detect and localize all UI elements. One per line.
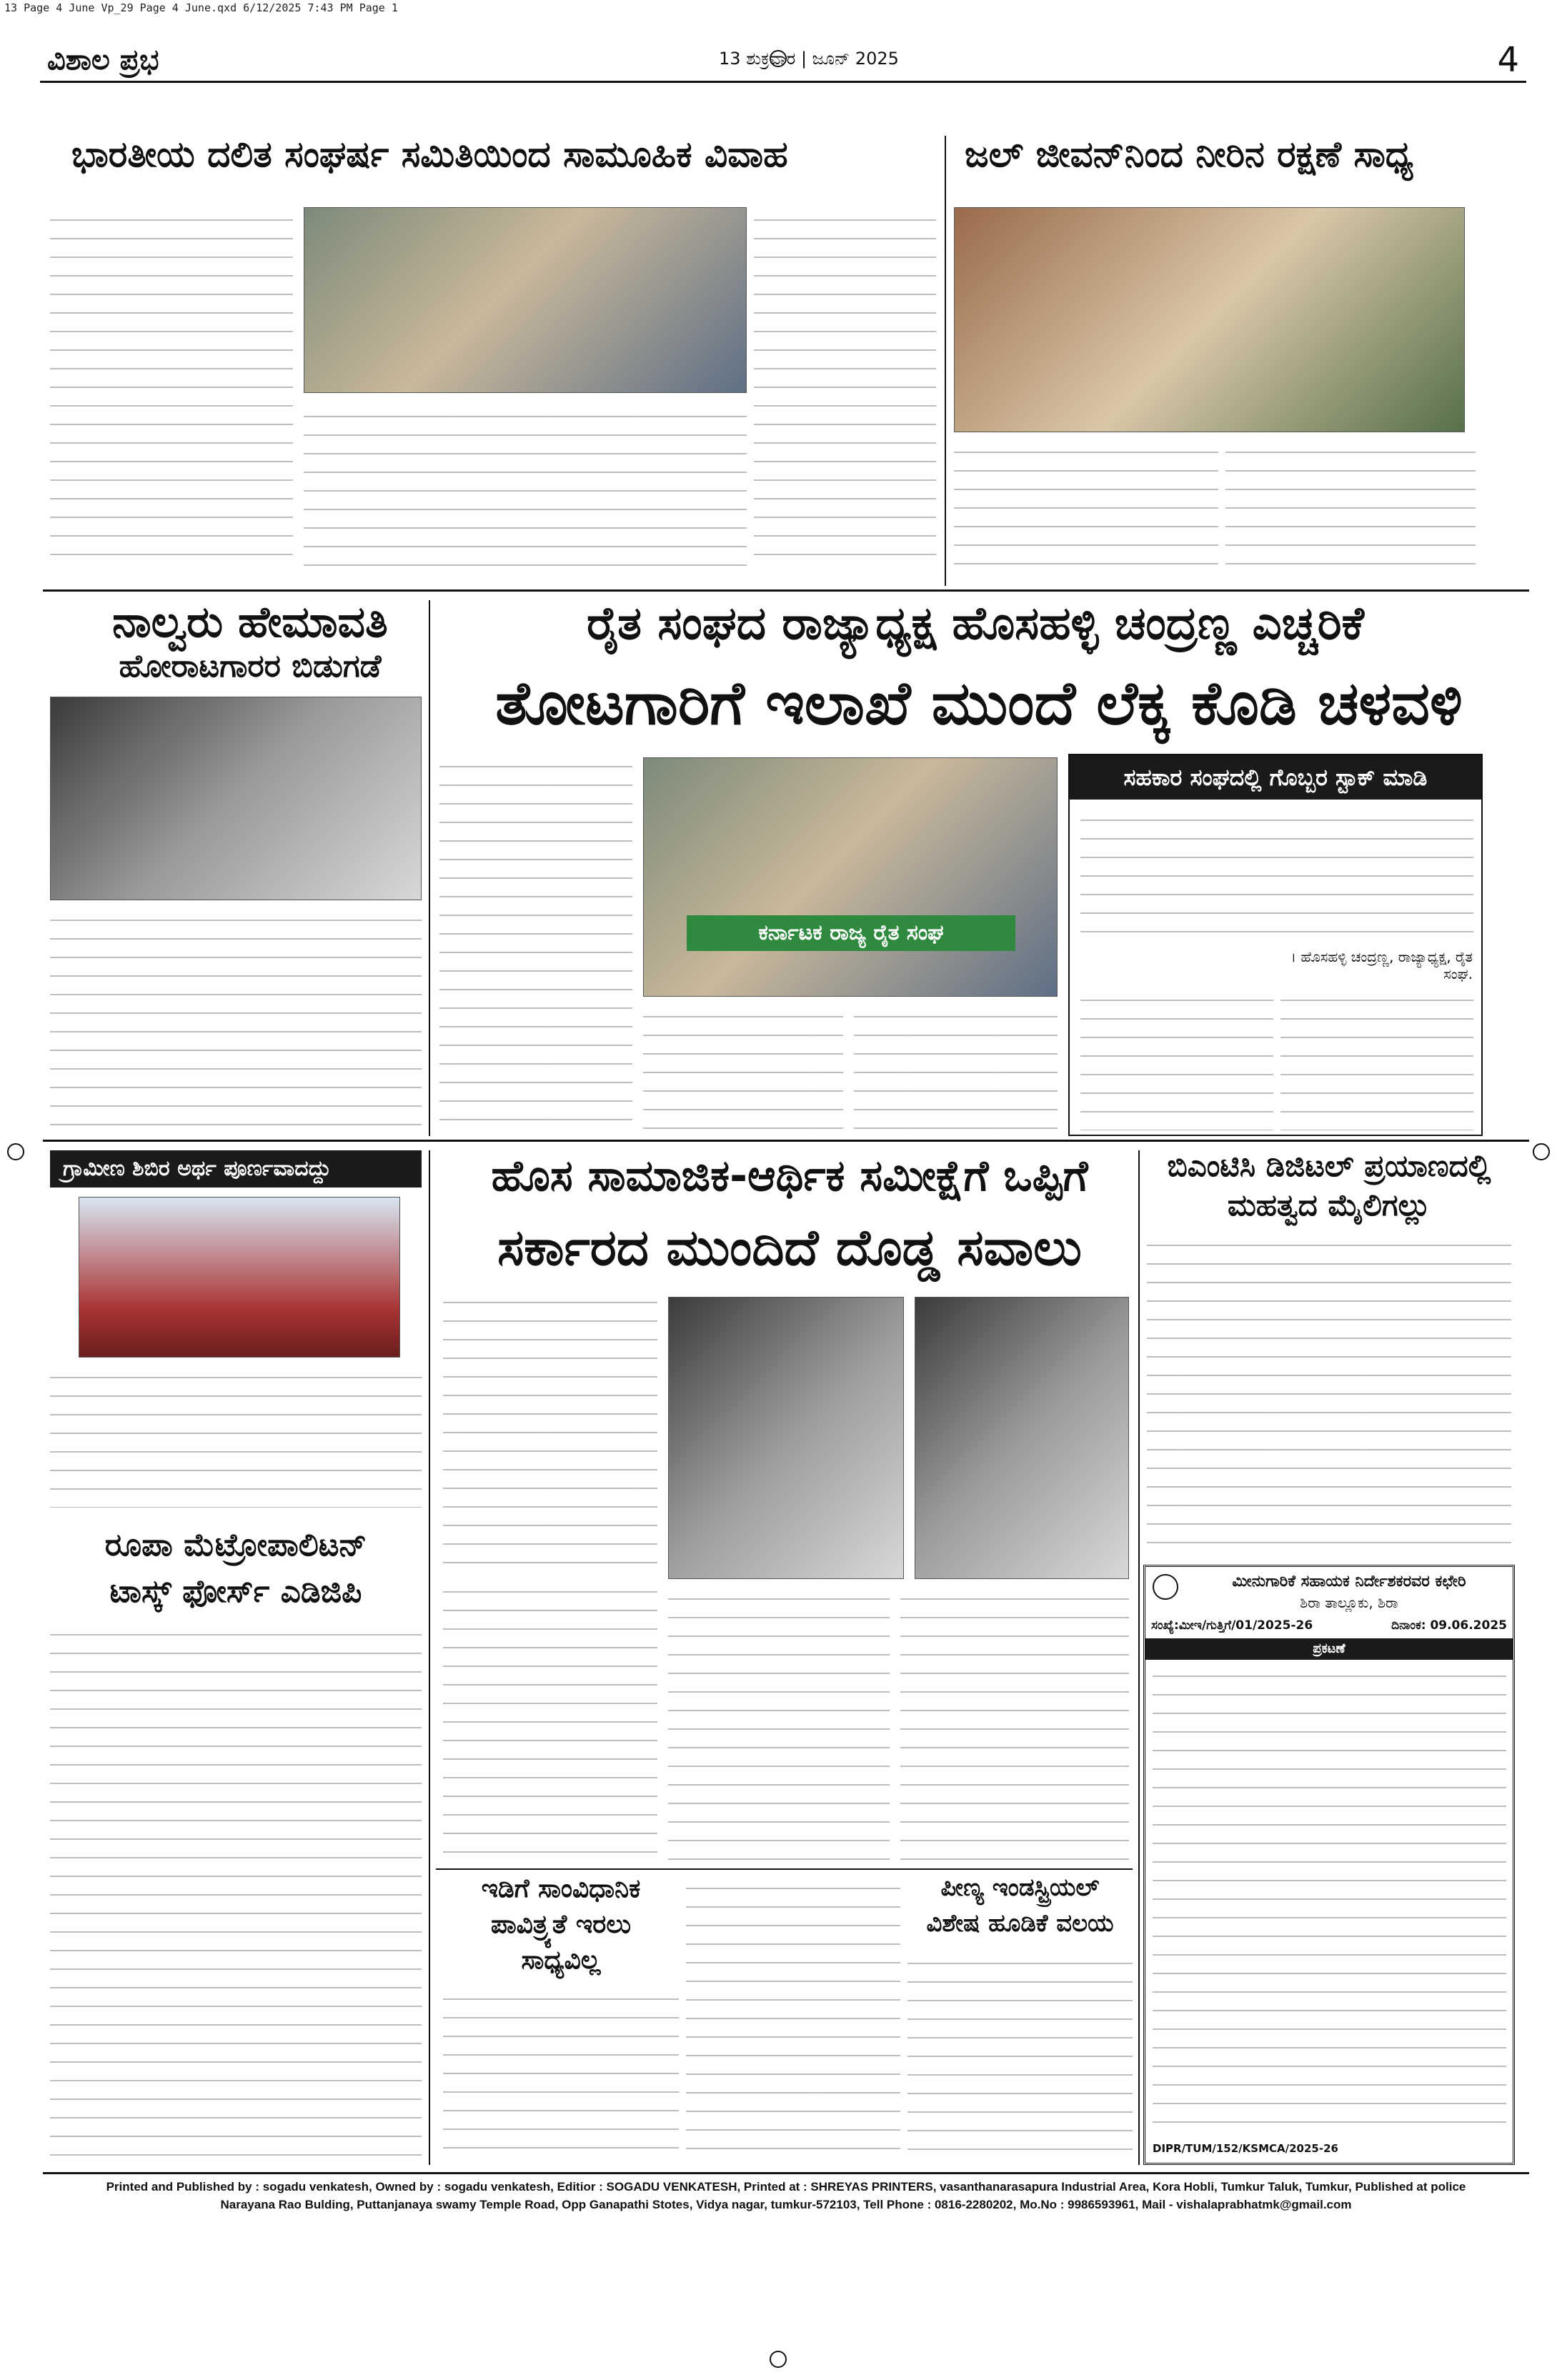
column-rule	[429, 600, 430, 1136]
photo-deputy-chief-minister	[915, 1297, 1129, 1579]
newspaper-name: ವಿಶಾಲ ಪ್ರಭ	[47, 43, 159, 76]
notice-date: ದಿನಾಂಕ: 09.06.2025	[1391, 1618, 1507, 1633]
headline-horticulture-protest: ತೋಟಗಾರಿಗೆ ಇಲಾಖೆ ಮುಂದೆ ಲೆಕ್ಕ ಕೊಡಿ ಚಳವಳಿ	[495, 668, 1463, 738]
article-body-1c	[754, 211, 936, 572]
article-body-7b	[443, 1583, 657, 1861]
column-rule	[1138, 1150, 1140, 2165]
headline-peenya-1: ಪೀಣ್ಯ ಇಂಡಸ್ಟ್ರಿಯಲ್	[940, 1873, 1100, 1902]
headline-ed-3: ಸಾಧ್ಯವಿಲ್ಲ	[521, 1946, 601, 1975]
banner-raitha-sangha: ಕರ್ನಾಟಕ ರಾಜ್ಯ ರೈತ ಸಂಘ	[687, 915, 1015, 951]
box-headline-fertilizer: ಸಹಕಾರ ಸಂಘದಲ್ಲಿ ಗೊಬ್ಬರ ಸ್ಟಾಕ್ ಮಾಡಿ	[1070, 755, 1481, 800]
article-body-1b	[304, 407, 747, 572]
kicker-farmer-union: ರೈತ ಸಂಘದ ರಾಜ್ಯಾಧ್ಯಕ್ಷ ಹೊಸಹಳ್ಳಿ ಚಂದ್ರಣ್ಣ ಎಚ್ಚರಿಕೆ	[587, 597, 1364, 650]
headline-roopa-1: ರೂಪಾ ಮೆಟ್ರೋಪಾಲಿಟನ್	[104, 1527, 367, 1563]
photo-committee-members	[304, 207, 747, 393]
registration-mark-icon	[770, 2351, 787, 2368]
photo-released-activists	[50, 697, 422, 900]
registration-mark-icon	[770, 50, 787, 67]
photo-rural-camp-stage	[79, 1197, 400, 1358]
notice-reference: ಸಂಖ್ಯೆ:ಮೀಇ/ಗುತ್ತಿಗೆ/01/2025-26	[1151, 1618, 1313, 1633]
box-body-2a	[1080, 991, 1273, 1130]
article-body-3	[50, 911, 422, 1125]
section-divider	[436, 1868, 1133, 1870]
headline-dalit-wedding: ಭಾರತೀಯ ದಲಿತ ಸಂಘರ್ಷ ಸಮಿತಿಯಿಂದ ಸಾಮೂಹಿಕ ವಿವಾಹ	[71, 134, 788, 175]
article-body-2b	[1225, 443, 1476, 572]
article-body-7d	[900, 1590, 1129, 1861]
headline-roopa-2: ಟಾಸ್ಕ್ ಫೋರ್ಸ್ ಎಡಿಜಿಪಿ	[109, 1573, 362, 1610]
footer-rule	[43, 2172, 1529, 2174]
headline-hemavathi-1: ನಾಲ್ವರು ಹೇಮಾವತಿ	[112, 597, 388, 647]
imprint-line-2: Narayana Rao Bulding, Puttanjanaya swamy Temple Road, Opp Ganapathi Stotes, Vidya nagar, tumkur-572103, Tell Phone : 0816-2280202, Mo.No : 9986593961, Mail - vishalaprabhatmk@gmail.com	[220, 2198, 1352, 2211]
imprint-line-1: Printed and Published by : sogadu venkatesh, Owned by : sogadu venkatesh, Editior : SOGADU VENKATESH, Printed at : SHREYAS PRINTERS, vasanthanarasapura Industrial Area, Kora Hobli, Tumkur Taluk, Tumkur, Published at police	[106, 2180, 1466, 2194]
article-body-11	[907, 1954, 1133, 2158]
article-body-4a	[439, 757, 632, 1129]
registration-mark-icon	[7, 1143, 24, 1160]
article-body-10b	[686, 1879, 900, 2158]
article-body-6	[50, 1368, 422, 1508]
section-divider	[43, 589, 1529, 592]
article-body-7c	[668, 1590, 890, 1861]
notice-taluk: ಶಿರಾ ತಾಲ್ಲೂಕು, ಶಿರಾ	[1300, 1594, 1398, 1611]
headline-jal-jeevan: ಜಲ್ ಜೀವನ್‌ನಿಂದ ನೀರಿನ ರಕ್ಷಣೆ ಸಾಧ್ಯ	[965, 134, 1413, 175]
notice-body	[1153, 1667, 1506, 2131]
notice-ack: DIPR/TUM/152/KSMCA/2025-26	[1153, 2142, 1338, 2155]
box-body-fertilizer	[1080, 811, 1473, 940]
headline-peenya-2: ವಿಶೇಷ ಹೂಡಿಕೆ ವಲಯ	[926, 1909, 1114, 1938]
government-notice	[1143, 1565, 1515, 2165]
article-body-1a	[50, 211, 293, 568]
box-body-2b	[1280, 991, 1473, 1130]
headline-ed-1: ಇಡಿಗೆ ಸಾಂವಿಧಾನಿಕ	[481, 1874, 641, 1903]
headline-survey-2: ಸರ್ಕಾರದ ಮುಂದಿದೆ ದೊಡ್ಡ ಸವಾಲು	[497, 1218, 1082, 1277]
headline-bmtc-2: ಮಹತ್ವದ ಮೈಲಿಗಲ್ಲು	[1227, 1187, 1431, 1223]
notice-kind: ಪ್ರಕಟಣೆ	[1145, 1638, 1513, 1660]
print-slug: 13 Page 4 June Vp_29 Page 4 June.qxd 6/12/2025 7:43 PM Page 1	[4, 1, 398, 14]
article-body-8	[1147, 1236, 1511, 1550]
page-number: 4	[1497, 40, 1519, 80]
box-signature: । ಹೊಸಹಳ್ಳಿ ಚಂದ್ರಣ್ಣ, ರಾಜ್ಯಾಧ್ಯಕ್ಷ, ರೈತ ಸಂಘ.	[1290, 948, 1473, 982]
notice-office: ಮೀನುಗಾರಿಕೆ ಸಹಾಯಕ ನಿರ್ದೇಶಕರವರ ಕಛೇರಿ	[1232, 1573, 1466, 1590]
column-rule	[945, 136, 946, 586]
article-body-7a	[443, 1293, 657, 1572]
headline-bmtc-1: ಬಿಎಂಟಿಸಿ ಡಿಜಿಟಲ್ ಪ್ರಯಾಣದಲ್ಲಿ	[1167, 1148, 1491, 1183]
column-rule	[429, 1150, 430, 2165]
headline-survey-1: ಹೊಸ ಸಾಮಾಜಿಕ-ಆರ್ಥಿಕ ಸಮೀಕ್ಷೆಗೆ ಒಪ್ಪಿಗೆ	[491, 1151, 1088, 1201]
article-body-4c	[854, 1007, 1058, 1129]
article-body-9	[50, 1625, 422, 2158]
article-body-10a	[443, 1990, 679, 2158]
emblem-icon	[1153, 1574, 1178, 1600]
headline-ed-2: ಪಾವಿತ್ರ್ಯತೆ ಇರಲು	[490, 1910, 632, 1939]
issue-date: 13 ಶುಕ್ರವಾರ | ಜೂನ್ 2025	[719, 49, 899, 69]
fertilizer-box	[1068, 754, 1483, 1136]
article-body-2a	[954, 443, 1218, 572]
registration-mark-icon	[1533, 1143, 1550, 1160]
photo-jal-jeevan-ceremony	[954, 207, 1465, 432]
photo-chief-minister	[668, 1297, 904, 1579]
headline-hemavathi-2: ಹೋರಾಟಗಾರರ ಬಿಡುಗಡೆ	[119, 648, 382, 684]
headline-rural-camp: ಗ್ರಾಮೀಣ ಶಿಬಿರ ಅರ್ಥ ಪೂರ್ಣವಾದದ್ದು	[50, 1150, 422, 1187]
section-divider	[43, 1140, 1529, 1142]
article-body-4b	[643, 1007, 843, 1129]
photo-farmers-protest	[643, 757, 1058, 997]
